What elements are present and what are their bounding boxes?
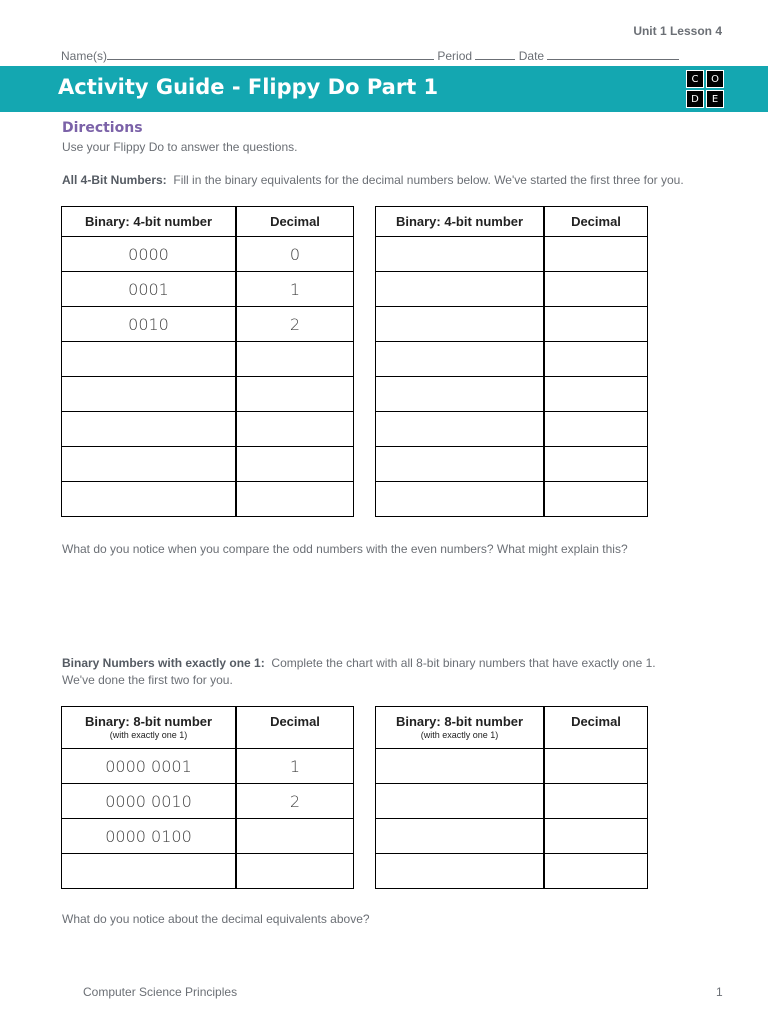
title-banner [0,66,768,112]
binary-cell[interactable] [376,854,545,889]
decimal-cell[interactable]: 1 [236,272,354,307]
decimal-cell[interactable] [544,342,648,377]
binary-cell[interactable] [376,447,545,482]
header-binary-8bit [62,707,237,749]
section2-text-line2: We've done the first two for you. [62,673,233,687]
section1-text: Fill in the binary equivalents for the decimal numbers below. We've started the first three for you. [173,173,684,187]
binary-cell[interactable] [62,482,237,517]
decimal-cell[interactable] [544,412,648,447]
decimal-cell[interactable]: 2 [236,784,354,819]
logo-letter-e: E [706,90,724,108]
code-logo [686,70,726,110]
decimal-cell[interactable] [236,412,354,447]
decimal-cell[interactable] [544,307,648,342]
decimal-cell[interactable] [544,237,648,272]
table-row [376,854,648,889]
binary-cell[interactable] [376,307,545,342]
header-binary-4bit: Binary: 4-bit number [62,207,237,237]
table-row [376,819,648,854]
header-binary-8bit-sub: (with exactly one 1) [420,730,499,740]
binary-cell[interactable] [376,377,545,412]
binary-cell[interactable] [376,412,545,447]
binary-cell[interactable] [376,272,545,307]
binary-cell[interactable]: 0001 [62,272,237,307]
footer-page-number: 1 [716,985,723,999]
table-row [62,749,354,784]
table-row [376,749,648,784]
header-binary-8bit [376,707,545,749]
footer-course: Computer Science Principles [83,985,238,999]
decimal-cell[interactable] [544,482,648,517]
decimal-cell[interactable] [544,819,648,854]
directions-heading: Directions [62,120,143,136]
section2-label: Binary Numbers with exactly one 1: [62,656,265,670]
binary-cell[interactable] [376,784,545,819]
four-bit-table-left [61,206,354,517]
decimal-cell[interactable] [544,784,648,819]
binary-cell[interactable] [376,342,545,377]
question-odd-even: What do you notice when you compare the odd numbers with the even numbers? What might explain this? [62,542,628,556]
binary-cell[interactable]: 0010 [62,307,237,342]
binary-cell[interactable]: 0000 [62,237,237,272]
directions-text: Use your Flippy Do to answer the questions. [62,140,298,154]
section1-label: All 4-Bit Numbers: [62,173,167,187]
date-label: Date [518,49,545,63]
table-row [62,342,354,377]
name-period-date-row [61,48,679,63]
section2-instructions [62,656,656,670]
header-binary-8bit-label: Binary: 8-bit number [395,714,524,729]
decimal-cell[interactable]: 2 [236,307,354,342]
four-bit-table-right [375,206,648,517]
date-line[interactable] [547,48,679,60]
binary-cell[interactable] [376,819,545,854]
table-row [62,377,354,412]
decimal-cell[interactable] [544,377,648,412]
table-row [376,342,648,377]
binary-cell[interactable] [62,854,237,889]
decimal-cell[interactable] [236,482,354,517]
table-row [62,447,354,482]
table-row [62,237,354,272]
table-row [62,272,354,307]
table-row [376,307,648,342]
binary-cell[interactable]: 0000 0001 [62,749,237,784]
unit-lesson-label: Unit 1 Lesson 4 [633,24,722,38]
eight-bit-table-left [61,706,354,889]
header-decimal: Decimal [544,707,648,749]
table-row [376,272,648,307]
table-row [62,307,354,342]
table-row [376,237,648,272]
table-row [62,784,354,819]
logo-letter-d: D [686,90,704,108]
logo-letter-c: C [686,70,704,88]
table-row [376,482,648,517]
period-label: Period [437,49,473,63]
binary-cell[interactable] [62,412,237,447]
table-row [62,854,354,889]
binary-cell[interactable] [376,237,545,272]
header-decimal: Decimal [236,207,354,237]
header-binary-8bit-sub: (with exactly one 1) [109,730,188,740]
header-decimal: Decimal [544,207,648,237]
binary-cell[interactable] [62,377,237,412]
decimal-cell[interactable]: 0 [236,237,354,272]
decimal-cell[interactable] [236,447,354,482]
period-line[interactable] [475,48,515,60]
eight-bit-table-right [375,706,648,889]
table-row [62,482,354,517]
decimal-cell[interactable] [544,749,648,784]
decimal-cell[interactable] [544,272,648,307]
table-row [376,447,648,482]
decimal-cell[interactable] [236,854,354,889]
page-title: Activity Guide - Flippy Do Part 1 [58,75,439,99]
binary-cell[interactable]: 0000 0010 [62,784,237,819]
binary-cell[interactable] [62,342,237,377]
binary-cell[interactable] [376,749,545,784]
decimal-cell[interactable] [544,854,648,889]
binary-cell[interactable]: 0000 0100 [62,819,237,854]
decimal-cell[interactable] [236,819,354,854]
section2-text-line1: Complete the chart with all 8-bit binary numbers that have exactly one 1. [271,656,656,670]
question-decimal-equivalents: What do you notice about the decimal equivalents above? [62,912,370,926]
decimal-cell[interactable]: 1 [236,749,354,784]
header-binary-4bit: Binary: 4-bit number [376,207,545,237]
table-row [62,412,354,447]
header-binary-8bit-label: Binary: 8-bit number [84,714,213,729]
logo-letter-o: O [706,70,724,88]
table-row [376,377,648,412]
name-label: Name(s) [61,49,108,63]
decimal-cell[interactable] [236,342,354,377]
binary-cell[interactable] [62,447,237,482]
header-decimal: Decimal [236,707,354,749]
name-line[interactable] [107,48,434,60]
table-row [376,784,648,819]
table-row [376,412,648,447]
decimal-cell[interactable] [544,447,648,482]
binary-cell[interactable] [376,482,545,517]
table-row [62,819,354,854]
decimal-cell[interactable] [236,377,354,412]
section1-instructions [62,173,684,187]
